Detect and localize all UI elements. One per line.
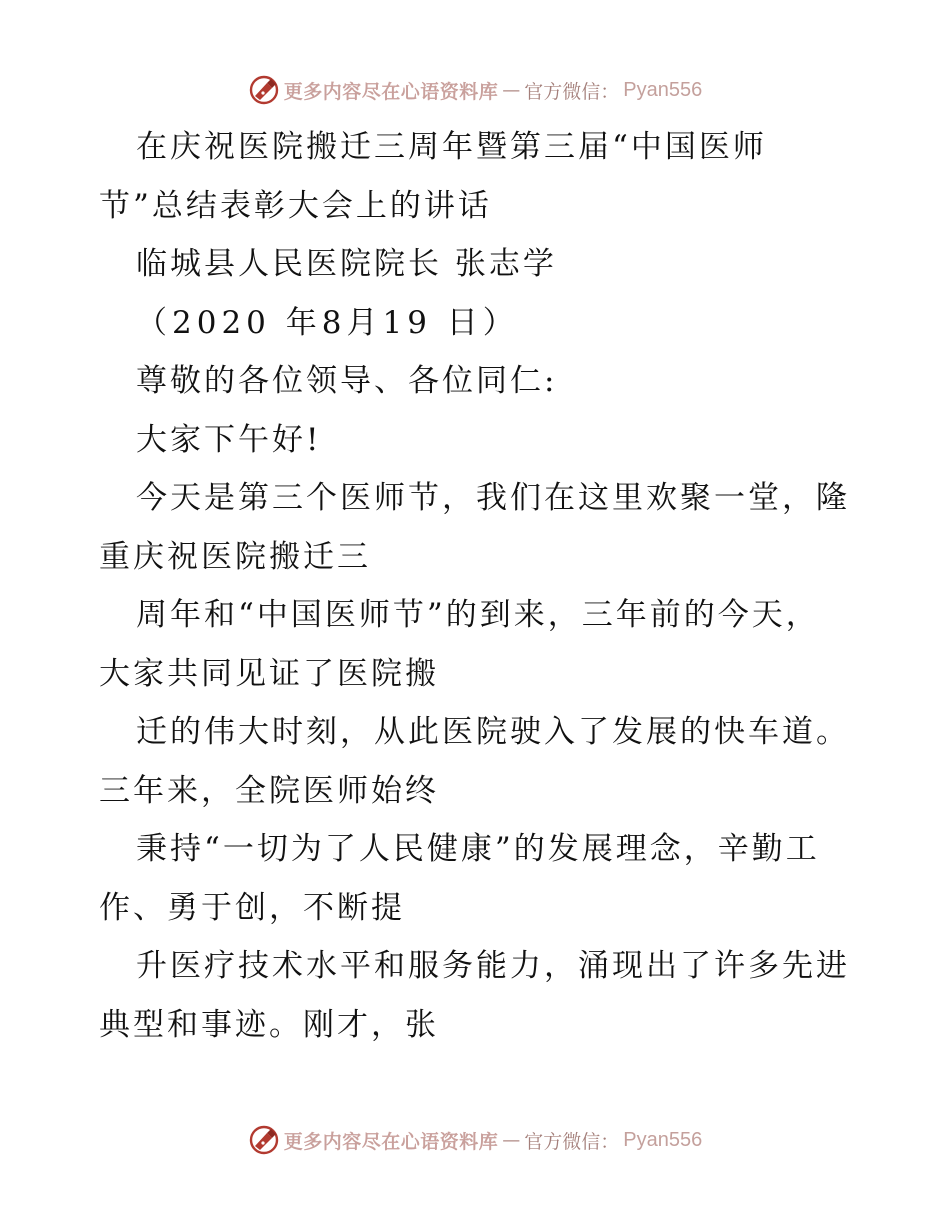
paragraph-line: 典型和事迹。刚才，张 bbox=[99, 1006, 439, 1043]
banner-separator: — bbox=[502, 79, 521, 101]
banner-separator: — bbox=[502, 1129, 521, 1151]
paragraph-line: 升医疗技术水平和服务能力，涌现出了许多先进 bbox=[136, 948, 850, 984]
paragraph-line: 重庆祝医院搬迁三 bbox=[99, 538, 371, 575]
pen-nib-logo-icon bbox=[248, 1124, 280, 1156]
document-body bbox=[0, 118, 950, 1054]
paragraph-line: 作、勇于创，不断提 bbox=[99, 889, 405, 926]
banner-text: 更多内容尽在心语资料库 bbox=[283, 80, 499, 103]
header-watermark-banner bbox=[0, 72, 950, 108]
footer-watermark-banner bbox=[0, 1122, 950, 1158]
banner-wechat-id: Pyan556 bbox=[623, 1128, 703, 1151]
paragraph-line: 大家共同见证了医院搬 bbox=[99, 655, 439, 692]
title-line-2: 节”总结表彰大会上的讲话 bbox=[99, 187, 492, 224]
paragraph-line: 周年和“中国医师节”的到来，三年前的今天， bbox=[136, 597, 820, 633]
paragraph-line: 秉持“一切为了人民健康”的发展理念，辛勤工 bbox=[136, 831, 820, 867]
banner-text: 更多内容尽在心语资料库 bbox=[283, 1130, 499, 1153]
banner-wechat-id: Pyan556 bbox=[623, 78, 703, 101]
pen-nib-logo-icon bbox=[248, 74, 280, 106]
paragraph-line: 三年来，全院医师始终 bbox=[99, 772, 439, 809]
title-line-1: 在庆祝医院搬迁三周年暨第三届“中国医师 bbox=[136, 129, 767, 165]
paragraph-line: 今天是第三个医师节，我们在这里欢聚一堂，隆 bbox=[136, 480, 850, 516]
paragraph-line: 迁的伟大时刻，从此医院驶入了发展的快车道。 bbox=[136, 714, 850, 750]
greeting-line: 大家下午好! bbox=[136, 421, 322, 458]
date-line: （2020 年8月19 日） bbox=[136, 304, 519, 341]
banner-label: 官方微信： bbox=[524, 1130, 620, 1153]
author-line: 临城县人民医院院长 张志学 bbox=[136, 246, 557, 282]
salutation-line: 尊敬的各位领导、各位同仁: bbox=[136, 363, 558, 399]
banner-label: 官方微信： bbox=[524, 80, 620, 103]
